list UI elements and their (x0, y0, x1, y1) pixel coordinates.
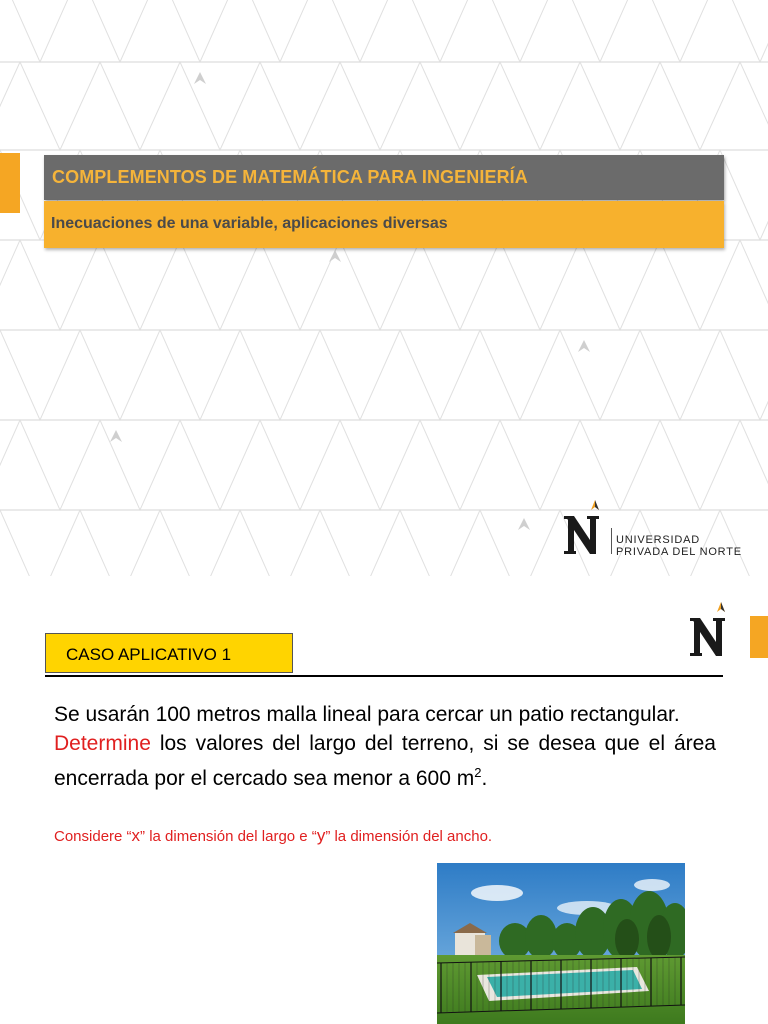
pool-illustration (437, 863, 685, 1024)
course-title-bar (44, 155, 724, 200)
upn-n-logo-icon (562, 498, 606, 558)
problem-statement (54, 700, 716, 793)
note-part-1: Considere “ (54, 828, 132, 845)
topic-subtitle: Inecuaciones de una variable, aplicaciones diversas (51, 215, 448, 232)
variable-x: x (131, 826, 141, 845)
case-slide (0, 576, 768, 1024)
upn-n-logo-icon (688, 600, 732, 660)
left-accent-tab (0, 153, 20, 213)
variable-y: y (316, 826, 326, 845)
variables-note (54, 826, 492, 846)
header-divider (45, 675, 723, 677)
university-name-line1: UNIVERSIDAD (616, 534, 700, 546)
university-name-line2: PRIVADA DEL NORTE (616, 546, 742, 558)
university-logo (562, 498, 762, 560)
fenced-pool-photo (437, 863, 685, 1024)
topic-subtitle-bar (44, 201, 724, 248)
right-accent-tab (750, 616, 768, 658)
logo-separator (611, 528, 612, 554)
note-part-3: ” la dimensión del ancho. (325, 828, 493, 845)
problem-paragraph-1: Se usarán 100 metros malla lineal para cercar un patio rectangular. (54, 703, 680, 726)
paragraph-2-body: los valores del largo del terreno, si se desea que el área encerrada por el cercado sea menor a 600 m (54, 732, 716, 790)
course-title: COMPLEMENTOS DE MATEMÁTICA PARA INGENIERÍA (52, 167, 528, 187)
case-label-box (45, 633, 293, 673)
problem-paragraph-2 (54, 729, 716, 793)
case-label: CASO APLICATIVO 1 (66, 645, 232, 664)
determine-highlight: Determine (54, 732, 151, 755)
university-name (616, 534, 742, 558)
paragraph-2-end: . (481, 767, 488, 790)
note-part-2: ” la dimensión del largo e “ (140, 828, 317, 845)
squared-superscript: 2 (474, 765, 482, 780)
